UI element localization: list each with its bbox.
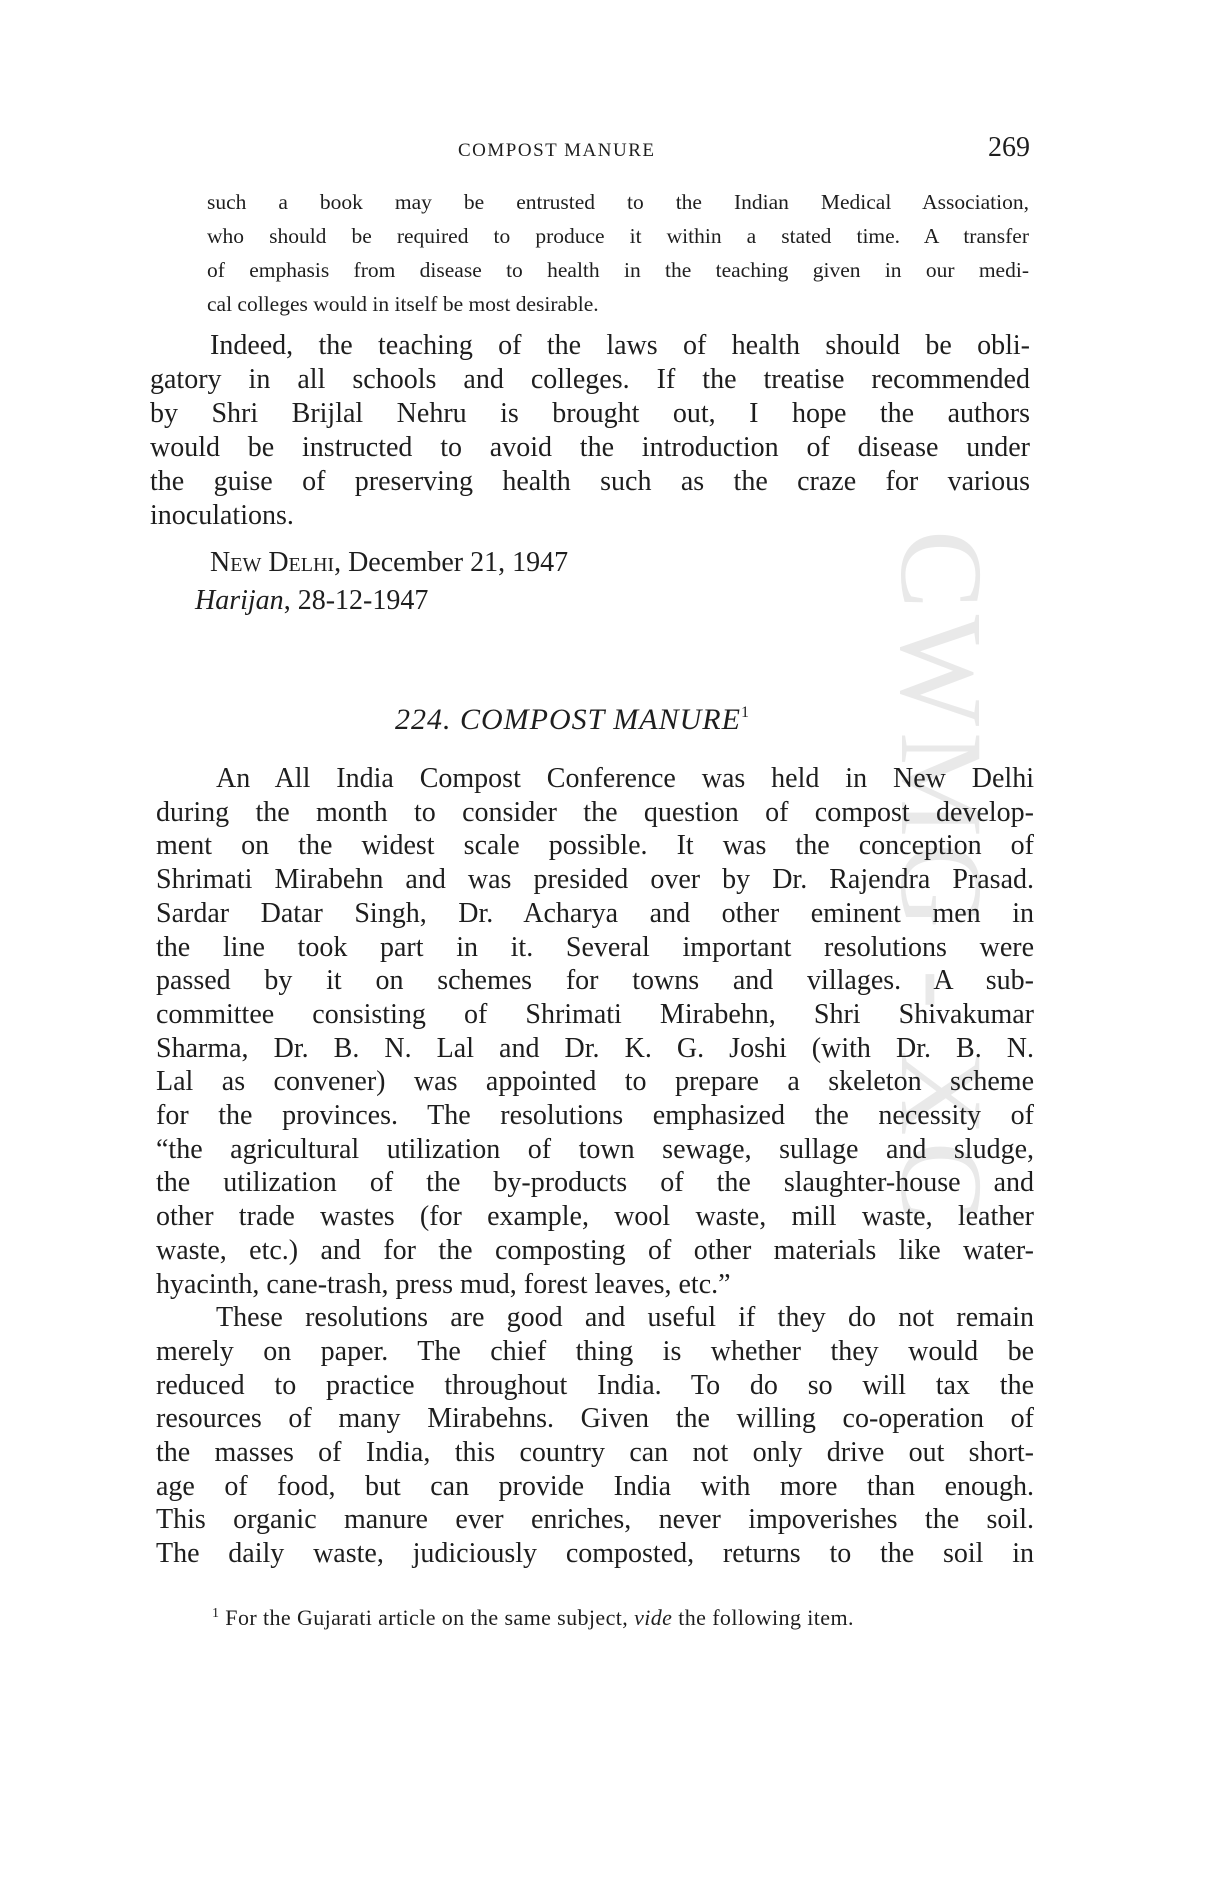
paragraph-indeed bbox=[150, 329, 1030, 533]
text-line: The daily waste, judiciously composted, returns to the soil in bbox=[156, 1538, 1034, 1570]
text-line: committee consisting of Shrimati Mirabehn, Shri Shivakumar bbox=[156, 998, 1034, 1030]
footnote-number: 1 bbox=[212, 1606, 220, 1621]
text-line: would be instructed to avoid the introduction of disease under bbox=[150, 432, 1030, 463]
text-line: merely on paper. The chief thing is whether they would be bbox=[156, 1335, 1034, 1367]
text-line: age of food, but can provide India with more than enough. bbox=[156, 1470, 1034, 1502]
section-title-text: 224. COMPOST MANURE bbox=[395, 703, 741, 736]
footnote-text-before: For the Gujarati article on the same subject, bbox=[219, 1605, 635, 1630]
source-publication: Harijan bbox=[195, 585, 284, 616]
text-line: resources of many Mirabehns. Given the willing co-operation of bbox=[156, 1403, 1034, 1435]
text-line: the guise of preserving health such as the craze for various bbox=[150, 466, 1030, 497]
text-line: waste, etc.) and for the composting of other materials like water- bbox=[156, 1234, 1034, 1266]
dateline-place: New Delhi bbox=[210, 547, 335, 578]
text-line: Sardar Datar Singh, Dr. Acharya and other eminent men in bbox=[156, 897, 1034, 929]
text-line: the line took part in it. Several important resolutions were bbox=[156, 931, 1034, 963]
running-title: COMPOST MANURE bbox=[458, 140, 656, 161]
source-date: , 28-12-1947 bbox=[283, 585, 429, 616]
text-line: the masses of India, this country can not only drive out short- bbox=[156, 1437, 1034, 1469]
text-line: passed by it on schemes for towns and villages. A sub- bbox=[156, 965, 1034, 997]
footnote-marker: 1 bbox=[740, 704, 750, 721]
text-line: hyacinth, cane-trash, press mud, forest leaves, etc.” bbox=[156, 1268, 731, 1300]
text-line: ment on the widest scale possible. It was the conception of bbox=[156, 830, 1034, 862]
text-line: who should be required to produce it within a stated time. A transfer bbox=[207, 224, 1029, 248]
footnote-italic: vide bbox=[634, 1605, 673, 1630]
text-line: by Shri Brijlal Nehru is brought out, I hope the authors bbox=[150, 398, 1030, 429]
text-line: This organic manure ever enriches, never impoverishes the soil. bbox=[156, 1504, 1034, 1536]
footnote bbox=[212, 1605, 854, 1631]
text-line: These resolutions are good and useful if they do not remain bbox=[216, 1302, 1034, 1334]
text-line: such a book may be entrusted to the Indian Medical Association, bbox=[207, 190, 1029, 214]
text-line: of emphasis from disease to health in the teaching given in our medi- bbox=[207, 258, 1029, 282]
text-line: cal colleges would in itself be most desirable. bbox=[207, 292, 599, 316]
text-line: the utilization of the by-products of the slaughter-house and bbox=[156, 1167, 1034, 1199]
article-body bbox=[156, 762, 1034, 1571]
page-number: 269 bbox=[988, 132, 1030, 163]
dateline-date: , December 21, 1947 bbox=[334, 547, 569, 578]
section-heading bbox=[395, 703, 750, 737]
page-header bbox=[150, 132, 1030, 168]
dateline bbox=[210, 546, 568, 580]
watermark: CWMG - XC bbox=[876, 530, 1007, 1227]
text-line: Sharma, Dr. B. N. Lal and Dr. K. G. Joshi (with Dr. B. N. bbox=[156, 1032, 1034, 1064]
text-line: for the provinces. The resolutions emphasized the necessity of bbox=[156, 1100, 1034, 1132]
text-line: other trade wastes (for example, wool waste, mill waste, leather bbox=[156, 1201, 1034, 1233]
text-line: reduced to practice throughout India. To do so will tax the bbox=[156, 1369, 1034, 1401]
source-citation bbox=[195, 584, 428, 618]
text-line: during the month to consider the question of compost develop- bbox=[156, 796, 1034, 828]
text-line: Shrimati Mirabehn and was presided over by Dr. Rajendra Prasad. bbox=[156, 864, 1034, 896]
footnote-text-after: the following item. bbox=[672, 1605, 854, 1630]
text-line: Indeed, the teaching of the laws of health should be obli- bbox=[210, 330, 1030, 361]
text-line: An All India Compost Conference was held in New Delhi bbox=[216, 763, 1034, 794]
text-line: “the agricultural utilization of town sewage, sullage and sludge, bbox=[156, 1133, 1034, 1165]
text-line: Lal as convener) was appointed to prepare a skeleton scheme bbox=[156, 1066, 1034, 1098]
continued-paragraph bbox=[207, 185, 1029, 321]
text-line: gatory in all schools and colleges. If the treatise recommended bbox=[150, 364, 1030, 395]
text-line: inoculations. bbox=[150, 500, 294, 531]
